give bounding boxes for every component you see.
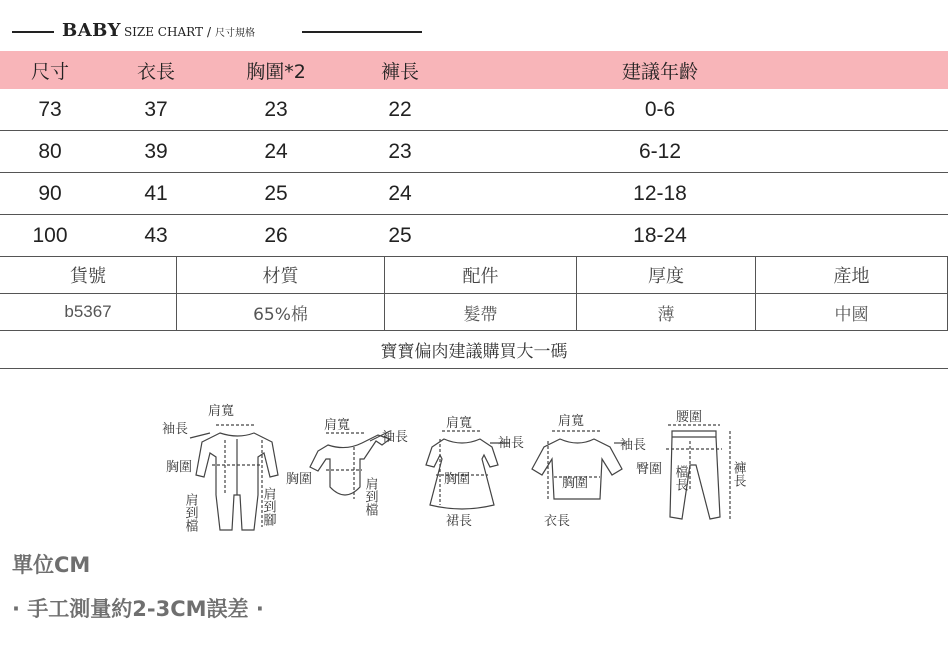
label-top-shoulder: 肩寬	[558, 414, 585, 429]
size-advice-note: 寶寶偏肉建議購買大一碼	[0, 331, 948, 369]
size-table-header	[0, 51, 948, 89]
chart-heading	[10, 18, 430, 44]
info-material: 65%棉	[176, 294, 384, 330]
size-table	[0, 51, 948, 257]
cell-length: 37	[144, 97, 168, 121]
info-value-row	[0, 294, 948, 331]
header-chest: 胸圍*2	[246, 60, 306, 83]
info-header-material: 材質	[176, 257, 384, 293]
measurement-diagram	[150, 395, 790, 540]
label-dress-length: 裙長	[446, 514, 473, 529]
cell-age: 12-18	[633, 181, 687, 205]
info-header-accessory: 配件	[384, 257, 576, 293]
label-bodysuit-chest: 胸圍	[286, 472, 313, 487]
header-length: 衣長	[136, 60, 175, 83]
cell-chest: 26	[264, 224, 288, 247]
cell-size: 100	[32, 224, 68, 247]
info-header-row	[0, 257, 948, 294]
label-romper-shoulder-crotch: 肩到檔	[182, 493, 198, 532]
header-size: 尺寸	[30, 60, 69, 83]
label-pants-length: 褲長	[730, 461, 746, 487]
cell-length: 43	[144, 224, 168, 247]
cell-pants-length: 23	[388, 139, 412, 163]
info-header-origin: 產地	[755, 257, 948, 293]
table-row	[0, 131, 948, 173]
info-thickness: 薄	[576, 294, 755, 330]
bodysuit-illustration	[310, 431, 390, 499]
table-row	[0, 173, 948, 215]
label-bodysuit-shoulder-crotch: 肩到檔	[362, 477, 378, 516]
cell-size: 80	[38, 139, 62, 163]
label-pants-hip: 臀圍	[636, 462, 663, 477]
cell-chest: 24	[264, 139, 288, 163]
cell-length: 41	[144, 181, 168, 205]
table-row	[0, 89, 948, 131]
header-pants-length: 褲長	[380, 60, 419, 83]
cell-age: 6-12	[638, 139, 682, 163]
label-romper-shoulder: 肩寬	[208, 404, 235, 419]
heading-text	[62, 20, 255, 41]
cell-size: 73	[38, 97, 62, 121]
heading-subtitle: SIZE CHART	[123, 25, 203, 39]
cell-age: 18-24	[633, 224, 687, 247]
heading-rule-left	[12, 31, 54, 33]
cell-chest: 25	[264, 181, 288, 205]
info-accessory: 髮帶	[384, 294, 576, 330]
measurement-diagram-svg	[150, 395, 790, 540]
header-age: 建議年齡	[621, 60, 698, 83]
unit-note: 單位CM	[12, 553, 91, 577]
label-pants-crotch: 檔長	[672, 465, 688, 491]
product-info-table	[0, 256, 948, 331]
info-header-item-no: 貨號	[70, 266, 106, 287]
table-row	[0, 215, 948, 257]
heading-rule-right	[302, 31, 422, 33]
cell-size: 90	[38, 181, 62, 205]
label-bodysuit-shoulder: 肩寬	[324, 418, 351, 433]
label-dress-shoulder: 肩寬	[446, 416, 473, 431]
info-header-thickness: 厚度	[576, 257, 755, 293]
tolerance-note: · 手工測量約2-3CM誤差 ·	[12, 597, 264, 621]
info-item-no: b5367	[64, 302, 112, 321]
label-top-sleeve: 袖長	[620, 438, 647, 453]
cell-pants-length: 22	[388, 97, 412, 121]
cell-age: 0-6	[644, 97, 676, 121]
label-top-chest: 胸圍	[562, 476, 589, 491]
label-romper-shoulder-foot: 肩到腳	[260, 487, 276, 526]
cell-pants-length: 25	[388, 224, 412, 247]
label-dress-chest: 胸圍	[444, 472, 471, 487]
label-romper-sleeve: 袖長	[162, 422, 189, 437]
label-pants-waist: 腰圍	[676, 410, 703, 425]
label-bodysuit-sleeve: 袖長	[382, 430, 409, 445]
cell-length: 39	[144, 139, 168, 163]
label-top-length: 衣長	[544, 514, 571, 529]
cell-chest: 23	[264, 97, 288, 121]
label-dress-sleeve: 袖長	[498, 436, 525, 451]
label-romper-chest: 胸圍	[166, 460, 193, 475]
heading-subtitle-cn: 尺寸規格	[215, 28, 255, 39]
heading-brand: BABY	[62, 20, 121, 41]
heading-separator: /	[206, 25, 211, 39]
cell-pants-length: 24	[388, 181, 412, 205]
info-origin: 中國	[755, 294, 948, 330]
